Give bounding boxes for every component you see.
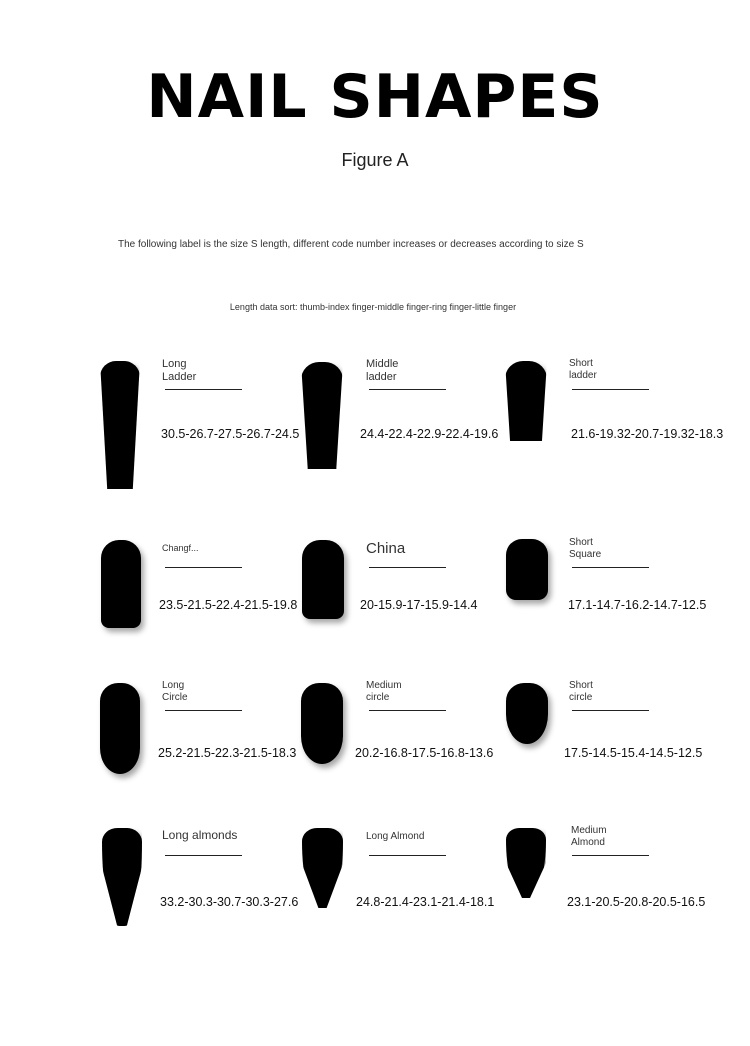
shape-name: Middle ladder: [366, 358, 399, 383]
label-divider: [572, 855, 649, 856]
shape-name: China: [366, 540, 406, 557]
short-ladder-nail-icon: [505, 361, 547, 441]
label-divider: [572, 710, 649, 711]
label-divider: [369, 855, 446, 856]
size-data: 17.5-14.5-15.4-14.5-12.5: [564, 746, 703, 760]
label-divider: [369, 567, 446, 568]
shape-name: Long almonds: [162, 828, 238, 842]
shape-name: Medium circle: [366, 680, 402, 703]
label-divider: [369, 710, 446, 711]
long-almonds-nail-icon: [102, 828, 142, 926]
label-divider: [572, 389, 649, 390]
long-circle-nail-icon: [100, 683, 140, 774]
label-divider: [369, 389, 446, 390]
shape-name: Long Almond: [366, 831, 425, 842]
medium-circle-nail-icon: [301, 683, 343, 764]
label-divider: [165, 710, 242, 711]
medium-almond-nail-icon: [506, 828, 546, 898]
label-divider: [572, 567, 649, 568]
label-divider: [165, 855, 242, 856]
size-data: 21.6-19.32-20.7-19.32-18.3: [571, 427, 724, 441]
size-data: 33.2-30.3-30.7-30.3-27.6: [160, 895, 299, 909]
short-circle-nail-icon: [506, 683, 548, 744]
size-data: 24.4-22.4-22.9-22.4-19.6: [360, 427, 499, 441]
page-title: NAIL SHAPES: [146, 62, 604, 132]
shape-name: Long Ladder: [162, 358, 197, 383]
sort-note: Length data sort: thumb-index finger-middle finger-ring finger-little finger: [229, 302, 517, 312]
changf-nail-icon: [101, 540, 141, 628]
long-almond-nail-icon: [302, 828, 343, 908]
middle-ladder-nail-icon: [301, 362, 343, 469]
size-note: The following label is the size S length, different code number increases or decreases according to size S: [118, 239, 584, 250]
size-data: 17.1-14.7-16.2-14.7-12.5: [568, 598, 707, 612]
size-data: 25.2-21.5-22.3-21.5-18.3: [158, 746, 297, 760]
size-data: 20-15.9-17-15.9-14.4: [360, 598, 478, 612]
size-data: 30.5-26.7-27.5-26.7-24.5: [161, 427, 300, 441]
size-data: 23.5-21.5-22.4-21.5-19.8: [159, 598, 298, 612]
shape-name: Short ladder: [569, 358, 597, 381]
shape-name: Changf...: [162, 543, 199, 553]
figure-caption: Figure A: [341, 150, 409, 170]
short-square-nail-icon: [506, 539, 548, 600]
long-ladder-nail-icon: [100, 361, 140, 489]
label-divider: [165, 389, 242, 390]
shape-name: Long Circle: [162, 680, 188, 703]
china-nail-icon: [302, 540, 344, 619]
size-data: 24.8-21.4-23.1-21.4-18.1: [356, 895, 495, 909]
shape-name: Short Square: [569, 537, 602, 560]
size-data: 20.2-16.8-17.5-16.8-13.6: [355, 746, 494, 760]
shape-name: Medium Almond: [571, 825, 607, 848]
label-divider: [165, 567, 242, 568]
shape-name: Short circle: [569, 680, 593, 703]
size-data: 23.1-20.5-20.8-20.5-16.5: [567, 895, 706, 909]
